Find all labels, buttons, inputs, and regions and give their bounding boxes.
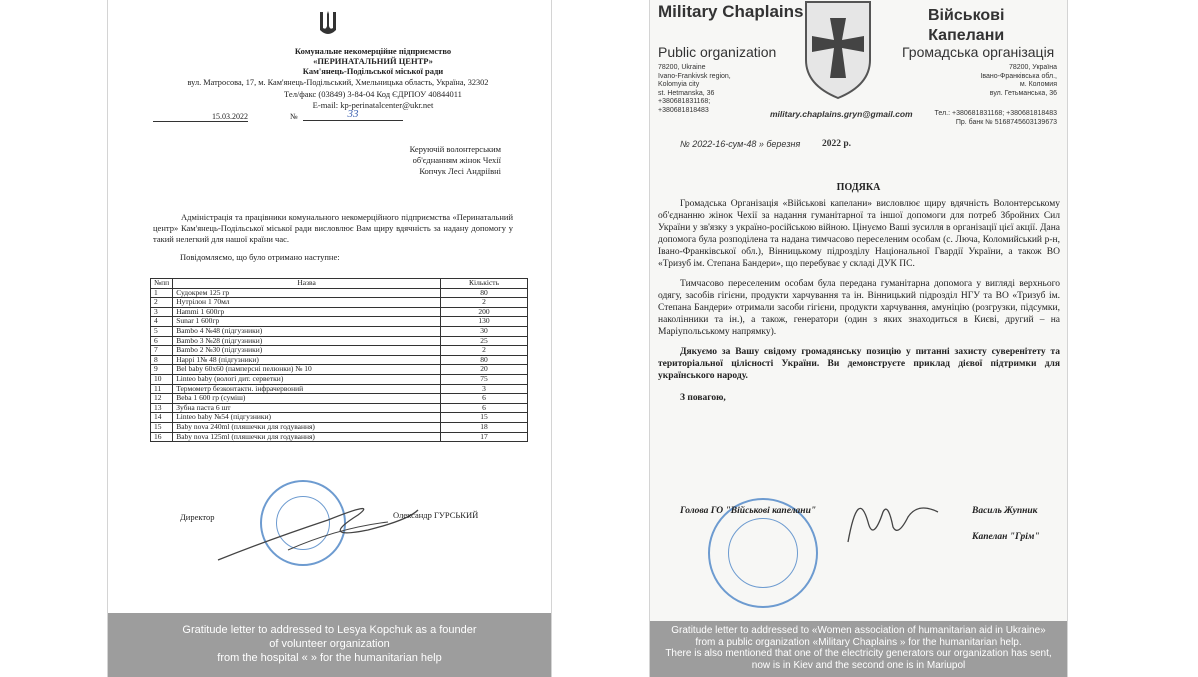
- title-ua-line: Капелани: [928, 27, 1005, 44]
- item-quantity: 30: [441, 326, 528, 336]
- letter-paragraph: Тимчасово переселеним особам була передана гуманітарна допомога у вигляді верхнього одягу, засобів гігієни, продукти харчування та ін. Вінницький підрозділ НГУ та ВО «Тризуб ім. Степана Бандери» отримали засоби гігієни, продукти харчування, амуніцію (розгрузки, підсумки, наколінники та ін.), а також, генератори (один з яких знаходиться в Києві, другий – на Маріупольському напрямку).: [658, 279, 1060, 337]
- row-number: 6: [151, 336, 173, 346]
- items-table: [150, 278, 528, 442]
- row-number: 15: [151, 422, 173, 432]
- email-value: kp-perinatalcenter@ukr.net: [340, 100, 434, 110]
- row-number: 10: [151, 374, 173, 384]
- signer-title: Директор: [180, 512, 215, 522]
- org-line-2: «ПЕРИНАТАЛЬНИЙ ЦЕНТР»: [313, 56, 433, 66]
- item-quantity: 75: [441, 374, 528, 384]
- letter-number: 33: [303, 108, 403, 121]
- row-number: 8: [151, 355, 173, 365]
- item-name: Hammi 1 600гр: [173, 307, 441, 317]
- item-quantity: 25: [441, 336, 528, 346]
- address-line: м. Коломия: [1019, 81, 1057, 88]
- item-quantity: 15: [441, 413, 528, 423]
- item-name: Baby nova 125ml (пляшечки для годування): [173, 432, 441, 442]
- row-number: 2: [151, 298, 173, 308]
- right-caption: [650, 621, 1067, 677]
- item-name: Bambo 4 №48 (підгузники): [173, 326, 441, 336]
- item-quantity: 18: [441, 422, 528, 432]
- table-row: [151, 365, 528, 375]
- address-line: +380681818483: [658, 106, 709, 114]
- table-row: [151, 326, 528, 336]
- item-name: Термометр безконтактн. інфрачервоний: [173, 384, 441, 394]
- addressee-line: Копчук Лесі Андріївні: [419, 166, 501, 176]
- caption-line: Gratitude letter to addressed to «Women association of humanitarian aid in Ukraine»: [671, 625, 1046, 636]
- signer-title: Голова ГО "Військові капелани": [680, 506, 817, 516]
- item-quantity: 3: [441, 384, 528, 394]
- item-quantity: 6: [441, 394, 528, 404]
- hospital-letter: [108, 0, 551, 677]
- email-label: E-mail:: [312, 100, 339, 110]
- signer-name: Василь Жупник: [972, 506, 1038, 516]
- item-name: Sunar 1 600гр: [173, 317, 441, 327]
- signature-icon: [838, 482, 948, 552]
- item-quantity: 20: [441, 365, 528, 375]
- org-line-1: Комунальне некомерційне підприємство: [294, 46, 452, 56]
- item-quantity: 80: [441, 288, 528, 298]
- item-quantity: 80: [441, 355, 528, 365]
- item-quantity: 130: [441, 317, 528, 327]
- row-number: 7: [151, 346, 173, 356]
- address-line: вул. Гетьманська, 36: [989, 89, 1057, 97]
- item-quantity: 2: [441, 298, 528, 308]
- left-caption: [108, 613, 551, 677]
- caption-line: from a public organization «Military Chaplains » for the humanitarian help.: [695, 636, 1022, 648]
- address-line: Kolomyia city: [658, 81, 700, 88]
- row-number: 16: [151, 432, 173, 442]
- addressee-line: об'єднанням жінок Чехії: [412, 155, 501, 165]
- caption-line: There is also mentioned that one of the electricity generators our organization has sent,: [665, 648, 1052, 659]
- signer-name: Олександр ГУРСЬКИЙ: [393, 510, 479, 520]
- item-quantity: 200: [441, 307, 528, 317]
- address-en: [658, 64, 731, 115]
- address-line: Ivano-Frankivsk region,: [658, 72, 731, 80]
- org-address: вул. Матросова, 17, м. Кам'янець-Подільський, Хмельницька область, Україна, 32302: [187, 78, 489, 87]
- caption-line: from the hospital « » for the humanitarian help: [217, 652, 442, 664]
- item-name: Судокрем 125 гр: [173, 288, 441, 298]
- letter-paragraph: Дякуємо за Вашу свідому громадянську позицію у питанні захисту суверенітету та територіальної цілісності України. Ви демонструєте приклад дієвої підтримки для українського народу.: [658, 347, 1060, 381]
- addressee: [410, 144, 501, 177]
- item-quantity: 17: [441, 432, 528, 442]
- address-ua: [980, 64, 1057, 98]
- item-quantity: 6: [441, 403, 528, 413]
- table-row: [151, 422, 528, 432]
- item-name: Bambo 3 №28 (підгузники): [173, 336, 441, 346]
- row-number: 12: [151, 394, 173, 404]
- number-label: №: [290, 112, 298, 121]
- table-header-row: [151, 279, 528, 289]
- col-header: №пп: [151, 279, 173, 289]
- signature-icon: [208, 480, 428, 570]
- item-name: Зубна паста 6 шт: [173, 403, 441, 413]
- subtitle-ua: Громадська організація: [902, 44, 1055, 60]
- table-row: [151, 394, 528, 404]
- row-number: 9: [151, 365, 173, 375]
- table-row: [151, 374, 528, 384]
- row-number: 11: [151, 384, 173, 394]
- trident-emblem-icon: [318, 10, 338, 40]
- letter-paragraph: Адміністрація та працівники комунального некомерційного підприємства «Перинатальний центр» Кам'янець-Подільської міської ради висловлює Вам щиру вдячність за надану допомогу у такий нелегкий для нашої країни час.: [153, 212, 513, 244]
- caption-line: of volunteer organization: [269, 638, 390, 650]
- reference-line: № 2022-16-сум-48 » березня: [680, 139, 801, 149]
- row-number: 5: [151, 326, 173, 336]
- phones-ua: Тел.: +380681831168; +380681818483: [934, 110, 1057, 117]
- table-row: [151, 413, 528, 423]
- org-phone: Тел/факс (03849) 3-84-04 Код ЄДРПОУ 40844011: [284, 89, 462, 99]
- item-name: Happi 1№ 48 (підгузники): [173, 355, 441, 365]
- letter-paragraph: Повідомляємо, що було отримано наступне:: [180, 252, 340, 262]
- table-row: [151, 432, 528, 442]
- letter-year: 2022 р.: [822, 139, 852, 149]
- address-line: Івано-Франківська обл.,: [980, 72, 1057, 80]
- org-line-3: Кам'янець-Подільської міської ради: [302, 66, 444, 76]
- org-email: military.chaplains.gryn@gmail.com: [770, 109, 913, 119]
- item-name: Нутрілон 1 70мл: [173, 298, 441, 308]
- row-number: 1: [151, 288, 173, 298]
- address-line: st. Hetmanska, 36: [658, 89, 715, 97]
- signer-role: Капелан "Грім": [972, 532, 1040, 542]
- col-header: Кількість: [441, 279, 528, 289]
- address-line: +380681831168;: [658, 98, 711, 105]
- row-number: 3: [151, 307, 173, 317]
- title-ua: [928, 6, 1004, 46]
- item-quantity: 2: [441, 346, 528, 356]
- item-name: Linteo baby №54 (підгузники): [173, 413, 441, 423]
- title-ua-line: Військові: [928, 7, 1005, 24]
- subtitle-en: Public organization: [658, 44, 777, 60]
- item-name: Linteo baby (вологі дит. серветки): [173, 374, 441, 384]
- letter-date: 15.03.2022: [153, 112, 248, 122]
- closing: З повагою,: [680, 393, 726, 403]
- item-name: Bel baby 60х60 (памперсні пелюнки) № 10: [173, 365, 441, 375]
- table-row: [151, 346, 528, 356]
- letter-paragraph: Громадська Організація «Військові капелани» висловлює щиру вдячність Волонтерському об'єднанню жінок Чехії за надання гуманітарної та іншої допомоги для потреб Збройних Сил України у зв'язку з україно-російською війною. Цінуємо Ваші зусилля в організації цієї акції. Дана допомога була розподілена та надана тимчасово переселеним особам (с. Люча, Коломийський р-н, Івано-Франківської обл.), Вінницькому підрозділу Національної Гвардії України, а також ВО «Тризуб ім. Степана Бандери», що перебуває у складі ДУК ПС.: [658, 199, 1060, 269]
- caption-line: Gratitude letter to addressed to Lesya Kopchuk as a founder: [182, 624, 477, 636]
- row-number: 4: [151, 317, 173, 327]
- item-name: Bambo 2 №30 (підгузники): [173, 346, 441, 356]
- col-header: Назва: [173, 279, 441, 289]
- item-name: Beba 1 600 гр (суміш): [173, 394, 441, 404]
- chaplains-shield-icon: [802, 0, 874, 100]
- item-name: Baby nova 240ml (пляшечки для годування): [173, 422, 441, 432]
- table-row: [151, 298, 528, 308]
- address-line: 78200, Україна: [1008, 64, 1057, 71]
- row-number: 14: [151, 413, 173, 423]
- chaplains-letter: [650, 0, 1067, 677]
- bank-account: Пр. банк № 5168745603139673: [955, 119, 1057, 126]
- address-line: 78200, Ukraine: [658, 64, 706, 71]
- row-number: 13: [151, 403, 173, 413]
- letter-heading: ПОДЯКА: [836, 182, 881, 193]
- letter-body: [658, 198, 1060, 404]
- caption-line: now is in Kiev and the second one is in Mariupol: [751, 659, 966, 671]
- addressee-line: Керуючій волонтерським: [409, 144, 501, 154]
- title-en: Military Chaplains: [658, 2, 804, 21]
